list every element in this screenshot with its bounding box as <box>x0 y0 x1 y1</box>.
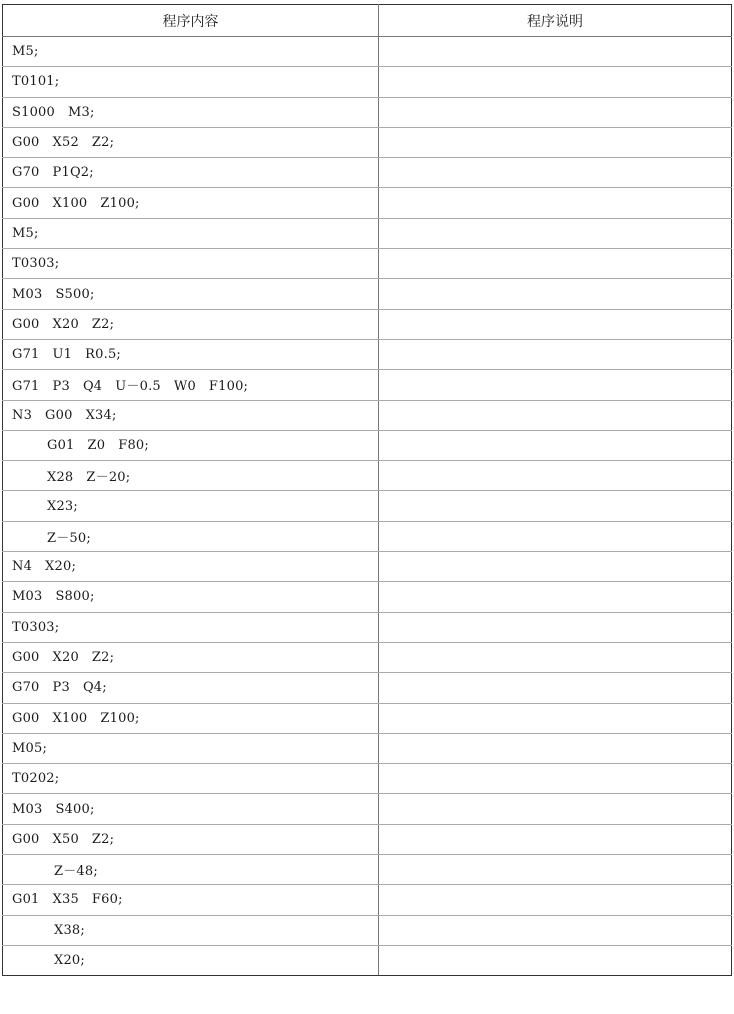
table-body <box>3 37 732 976</box>
program-code-cell <box>3 218 379 248</box>
program-description-cell <box>379 552 732 582</box>
table-row <box>3 249 732 279</box>
program-code-text: G00 X20 Z2; <box>12 316 115 332</box>
program-code-cell <box>3 430 379 460</box>
table-row <box>3 521 732 551</box>
table-row <box>3 642 732 672</box>
program-description-cell <box>379 612 732 642</box>
program-code-text: T0303; <box>12 256 60 272</box>
program-description-cell <box>379 673 732 703</box>
program-code-text: M5; <box>12 44 39 60</box>
program-code-text: G71 P3 Q4 U－0.5 W0 F100; <box>12 379 249 395</box>
table-row <box>3 552 732 582</box>
program-description-cell <box>379 400 732 430</box>
program-description-cell <box>379 855 732 885</box>
program-code-text: G70 P3 Q4; <box>12 680 107 696</box>
table-row <box>3 703 732 733</box>
program-description-cell <box>379 945 732 975</box>
program-code-text: M03 S400; <box>12 801 95 817</box>
table-row <box>3 188 732 218</box>
program-code-text: T0101; <box>12 74 60 90</box>
program-code-text: N3 G00 X34; <box>12 407 117 423</box>
program-description-cell <box>379 249 732 279</box>
program-code-cell <box>3 945 379 975</box>
program-code-cell <box>3 249 379 279</box>
program-code-text: S1000 M3; <box>12 104 95 120</box>
table-row <box>3 67 732 97</box>
program-code-text: G00 X52 Z2; <box>12 135 115 151</box>
program-description-cell <box>379 794 732 824</box>
program-description-cell <box>379 339 732 369</box>
program-description-cell <box>379 158 732 188</box>
table-row <box>3 370 732 400</box>
program-code-text: G00 X20 Z2; <box>12 650 115 666</box>
program-code-text: Z－50; <box>47 530 91 546</box>
program-code-cell <box>3 612 379 642</box>
program-description-cell <box>379 97 732 127</box>
table-row <box>3 127 732 157</box>
table-row <box>3 673 732 703</box>
table-row <box>3 461 732 491</box>
table-header <box>3 5 732 37</box>
program-code-text: X38; <box>54 922 85 938</box>
program-code-cell <box>3 642 379 672</box>
program-code-text: M5; <box>12 225 39 241</box>
program-code-cell <box>3 339 379 369</box>
program-code-cell <box>3 461 379 491</box>
program-code-text: N4 X20; <box>12 559 77 575</box>
table-row <box>3 764 732 794</box>
program-code-text: G01 X35 F60; <box>12 892 123 908</box>
program-code-cell <box>3 794 379 824</box>
program-code-cell <box>3 188 379 218</box>
table-row <box>3 915 732 945</box>
program-code-cell <box>3 915 379 945</box>
program-code-text: M03 S500; <box>12 286 95 302</box>
table-row <box>3 582 732 612</box>
table-row <box>3 430 732 460</box>
program-code-text: G71 U1 R0.5; <box>12 347 121 363</box>
program-description-cell <box>379 521 732 551</box>
program-description-cell <box>379 764 732 794</box>
program-code-cell <box>3 764 379 794</box>
program-code-text: M05; <box>12 740 48 756</box>
program-description-cell <box>379 37 732 67</box>
header-row <box>3 5 732 37</box>
program-code-text: G00 X100 Z100; <box>12 195 140 211</box>
header-program-content: 程序内容 <box>3 5 379 37</box>
table-row <box>3 218 732 248</box>
program-description-cell <box>379 915 732 945</box>
program-code-cell <box>3 370 379 400</box>
table-row <box>3 491 732 521</box>
program-code-text: Z－48; <box>54 864 98 880</box>
program-code-cell <box>3 279 379 309</box>
program-code-text: X20; <box>54 953 85 969</box>
program-code-cell <box>3 97 379 127</box>
program-description-cell <box>379 67 732 97</box>
program-code-cell <box>3 855 379 885</box>
table-row <box>3 158 732 188</box>
program-code-text: X28 Z－20; <box>47 470 131 486</box>
program-code-cell <box>3 673 379 703</box>
table-row <box>3 945 732 975</box>
program-description-cell <box>379 127 732 157</box>
program-code-cell <box>3 37 379 67</box>
program-code-cell <box>3 521 379 551</box>
table-row <box>3 97 732 127</box>
program-code-cell <box>3 885 379 915</box>
program-code-cell <box>3 158 379 188</box>
program-code-text: X23; <box>47 498 78 514</box>
program-code-cell <box>3 491 379 521</box>
table-row <box>3 400 732 430</box>
program-description-cell <box>379 885 732 915</box>
program-description-cell <box>379 309 732 339</box>
table-row <box>3 824 732 854</box>
table-row <box>3 885 732 915</box>
program-code-cell <box>3 400 379 430</box>
program-code-text: G00 X50 Z2; <box>12 831 115 847</box>
program-description-cell <box>379 491 732 521</box>
program-description-cell <box>379 642 732 672</box>
program-code-cell <box>3 552 379 582</box>
table-row <box>3 794 732 824</box>
program-description-cell <box>379 430 732 460</box>
program-description-cell <box>379 733 732 763</box>
program-code-text: M03 S800; <box>12 589 95 605</box>
program-description-cell <box>379 370 732 400</box>
program-description-cell <box>379 218 732 248</box>
program-code-text: T0202; <box>12 771 60 787</box>
table-row <box>3 733 732 763</box>
table-row <box>3 309 732 339</box>
program-table <box>2 4 732 976</box>
table-row <box>3 279 732 309</box>
program-code-cell <box>3 733 379 763</box>
program-description-cell <box>379 582 732 612</box>
program-code-cell <box>3 824 379 854</box>
program-code-text: G01 Z0 F80; <box>47 438 149 453</box>
program-code-cell <box>3 127 379 157</box>
program-code-text: G00 X100 Z100; <box>12 710 140 726</box>
program-code-cell <box>3 67 379 97</box>
table-row <box>3 612 732 642</box>
table-row <box>3 37 732 67</box>
program-description-cell <box>379 824 732 854</box>
program-description-cell <box>379 188 732 218</box>
table-row <box>3 339 732 369</box>
program-code-text: T0303; <box>12 619 60 635</box>
program-description-cell <box>379 703 732 733</box>
program-code-cell <box>3 582 379 612</box>
program-description-cell <box>379 461 732 491</box>
program-code-cell <box>3 703 379 733</box>
program-code-cell <box>3 309 379 339</box>
table-row <box>3 855 732 885</box>
header-program-description: 程序说明 <box>379 5 732 37</box>
program-description-cell <box>379 279 732 309</box>
program-code-text: G70 P1Q2; <box>12 165 94 181</box>
